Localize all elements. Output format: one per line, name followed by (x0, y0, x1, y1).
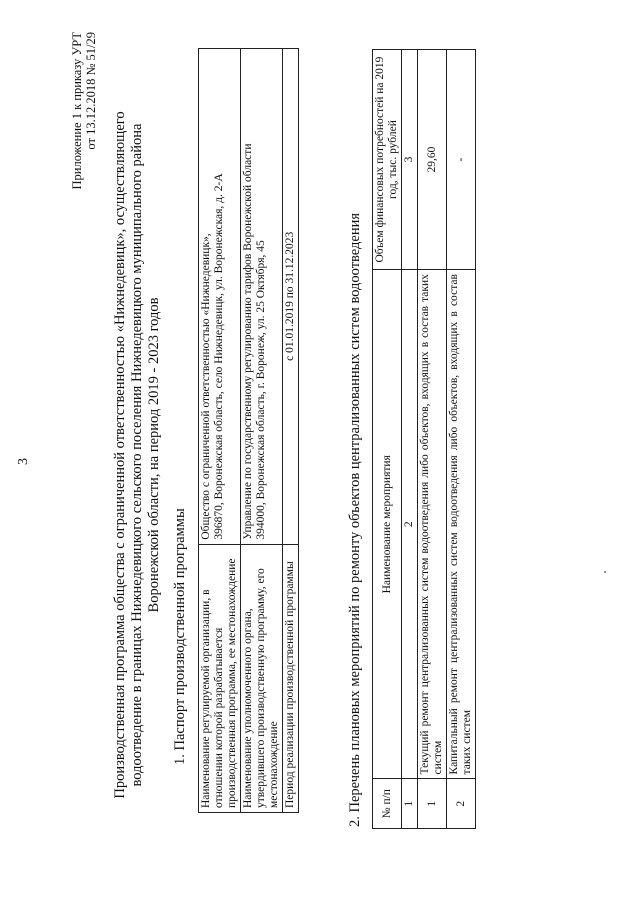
title-line-3: Воронежской области, на период 2019 - 2023 годов (146, 297, 162, 613)
activity-amount: - (447, 50, 476, 270)
passport-label: Наименование регулируемой организации, в отношении которой разрабатывается производственная программа, ее местонахождение (199, 544, 241, 812)
page-number: 3 (16, 458, 31, 465)
table-row (283, 49, 299, 813)
table-row (241, 49, 283, 813)
passport-table (198, 48, 299, 813)
activity-name: Текущий ремонт централизованных систем водоотведения либо объектов, входящих в состав таких систем (418, 270, 447, 779)
table-row (199, 49, 241, 813)
passport-value-line: 394000, Воронежская область, г. Воронеж, ул. 25 Октября, 45 (255, 240, 267, 540)
passport-label: Наименование уполномоченного органа, утвердившего производственную программу, его местонахождение (241, 544, 283, 812)
column-index: 2 (402, 270, 418, 779)
row-number: 2 (447, 779, 476, 829)
document-title (112, 65, 163, 845)
header-name: Наименование мероприятия (373, 270, 402, 779)
column-index: 1 (402, 779, 418, 829)
passport-value-line: Общество с ограниченной ответственностью «Нижнедевицк», (200, 233, 212, 540)
table-row (418, 50, 447, 829)
row-number: 1 (418, 779, 447, 829)
passport-value-line: Управление по государственному регулированию тарифов Воронежской области (242, 143, 254, 540)
section-1-title: 1. Паспорт производственной программы (172, 508, 188, 765)
appendix-line-1: Приложение 1 к приказу УРТ (70, 32, 84, 190)
appendix-note (70, 32, 98, 190)
title-line-2: водоотведение в границах Нижнедевицкого сельского поселения Нижнедевицкого муниципального района (129, 123, 145, 787)
table-header-row (373, 50, 402, 829)
passport-label: Период реализации производственной программы (283, 544, 299, 812)
passport-value (199, 49, 241, 545)
column-index: 3 (402, 50, 418, 270)
column-index-row (402, 50, 418, 829)
activity-name: Капитальный ремонт централизованных систем водоотведения либо объектов, входящих в состав таких систем (447, 270, 476, 779)
appendix-line-2: от 13.12.2018 № 51/29 (84, 32, 98, 150)
title-line-1: Производственная программа общества с ограниченной ответственностью «Нижнедевицк», осуществляющего (112, 111, 128, 799)
section-2-title: 2. Перечень плановых мероприятий по ремонту объектов централизованных систем водоотведения (347, 212, 363, 827)
passport-value-line: 396870, Воронежская область, село Нижнедевицк, ул. Воронежская, д. 2-А (213, 173, 225, 540)
works-table (372, 49, 476, 829)
header-num: № п/п (373, 779, 402, 829)
activity-amount: 29,60 (418, 50, 447, 270)
table-row (447, 50, 476, 829)
scan-speck (604, 571, 606, 573)
passport-value: с 01.01.2019 по 31.12.2023 (283, 49, 299, 545)
header-amount: Объем финансовых потребностей на 2019 год, тыс. рублей (373, 50, 402, 270)
passport-value (241, 49, 283, 545)
